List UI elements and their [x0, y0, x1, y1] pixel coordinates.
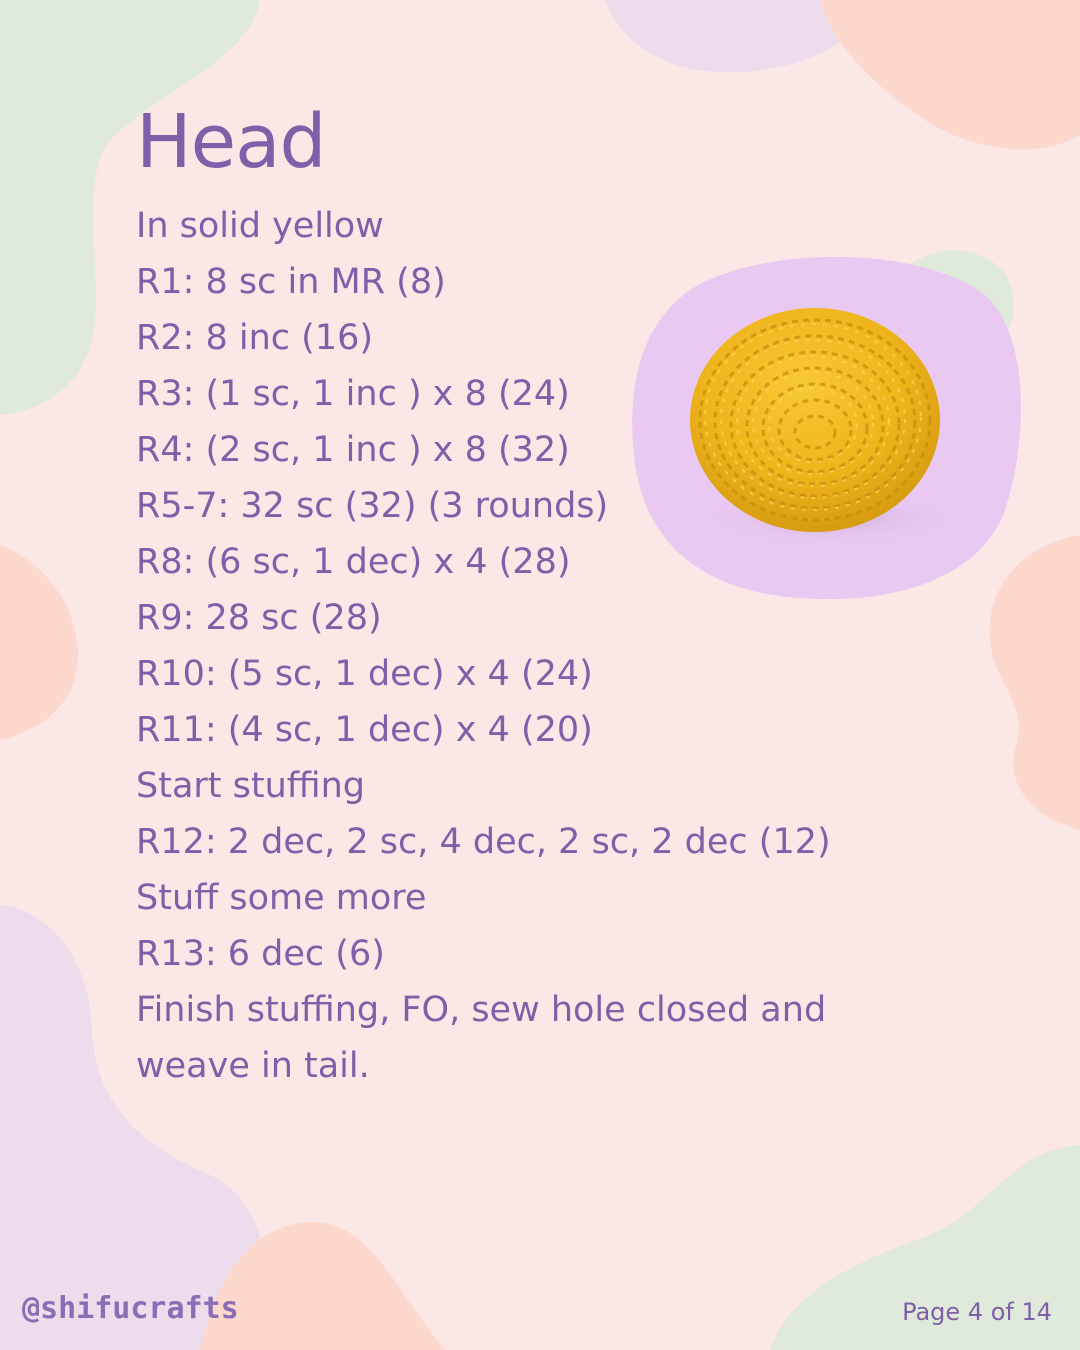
instruction-line: R3: (1 sc, 1 inc ) x 8 (24): [136, 374, 570, 414]
social-handle: @shifucrafts: [22, 1291, 239, 1326]
instruction-line: weave in tail.: [136, 1046, 370, 1086]
instruction-line: Start stuffing: [136, 766, 366, 806]
instruction-line: In solid yellow: [136, 206, 384, 246]
instruction-line: R5-7: 32 sc (32) (3 rounds): [136, 486, 609, 526]
instruction-line: R4: (2 sc, 1 inc ) x 8 (32): [136, 430, 570, 470]
instruction-line: R11: (4 sc, 1 dec) x 4 (20): [136, 710, 593, 750]
instruction-line: R8: (6 sc, 1 dec) x 4 (28): [136, 542, 571, 582]
instruction-line: Finish stuffing, FO, sew hole closed and: [136, 990, 827, 1030]
instruction-line: Stuff some more: [136, 878, 427, 918]
instruction-line: R1: 8 sc in MR (8): [136, 262, 446, 302]
instruction-line: R12: 2 dec, 2 sc, 4 dec, 2 sc, 2 dec (12): [136, 822, 831, 862]
instruction-line: R13: 6 dec (6): [136, 934, 385, 974]
page-indicator: Page 4 of 14: [902, 1298, 1052, 1326]
blob-peach-top-right: [820, 0, 1080, 149]
blob-peach-left: [0, 545, 78, 740]
instruction-line: R9: 28 sc (28): [136, 598, 382, 638]
instruction-line: R2: 8 inc (16): [136, 318, 374, 358]
crochet-head-photo: [630, 250, 1022, 602]
page-title: Head: [136, 99, 326, 185]
instruction-line: R10: (5 sc, 1 dec) x 4 (24): [136, 654, 593, 694]
